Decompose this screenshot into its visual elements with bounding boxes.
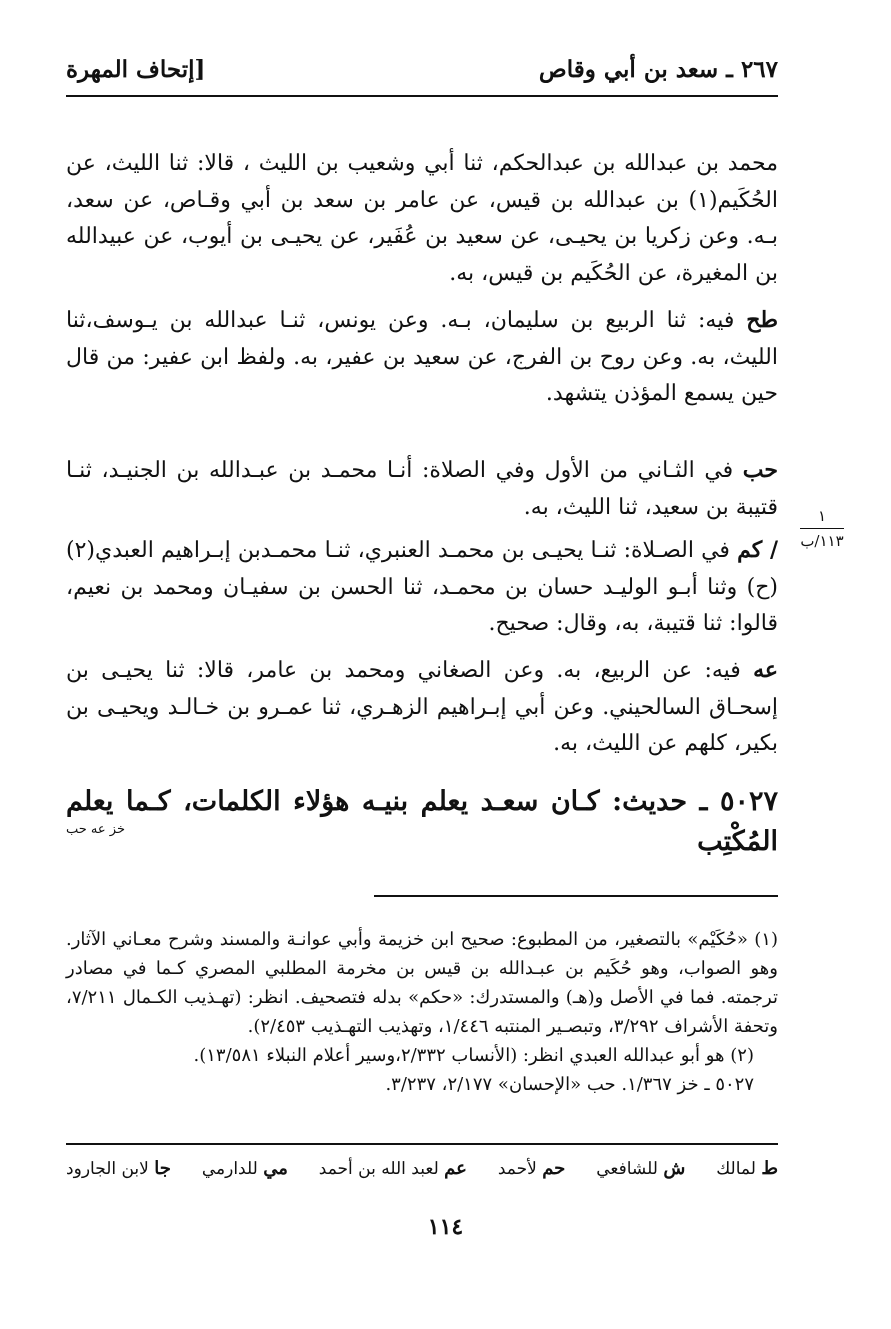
page-header [66,52,778,92]
footnote-2: (٢) هو أبو عبدالله العبدي انظر: (الأنساب ٢/٣٣٢،وسير أعلام النبلاء ١٣/٥٨١). [193,1045,754,1066]
paragraph-text: محمد بن عبدالله بن عبدالحكم، ثنا أبي وشعيب بن الليث ، قالا: ثنا الليث، عن الحُكَيم(١) بن عبدالله بن قيس، عن عامر بن سعد بن أبي وقـاص، عن سعد، بـه. وعن زكريا بن يحيـى، عن سعيد بن عُفَير، عن يحيـى بن أيوب، عن عبيدالله بن المغيرة، عن الحُكَيم بن قيس، به. [66,151,778,286]
running-title: ٢٦٧ ـ سعد بن أبي وقاص [538,56,778,83]
hadith-heading [66,782,778,862]
header-rule [66,95,778,97]
paragraph-1 [66,146,778,292]
paragraph-text: فيه: ثنا الربيع بن سليمان، بـه. وعن يونس، ثنـا عبدالله بن يـوسف،ثنا الليث، به. وعن روح بن الفرج، عن سعيد بن عفير، به. ولفظ ابن عفير: من قال حين يسمع المؤذن يتشهد. [66,308,778,406]
paragraph-siglum: حب [742,457,778,483]
abbrev-item: مي للدارمي [201,1158,288,1179]
paragraph-text: في الصـلاة: ثنـا يحيـى بن محمـد العنبري، ثنـا محمـدبن إبـراهيم العبدي(٢) (ح) وثنا أبـو الوليـد حسان بن محمـد، ثنا الحسن بن سفيـان ومحمد بن نعيم، قالوا: ثنا قتيبة، به، وقال: صحيح. [66,538,778,636]
page-number: ١١٤ [427,1214,464,1240]
abbrev-item: ش للشافعي [596,1158,686,1179]
footnote-1: (١) «حُكَيْم» بالتصغير، من المطبوع: صحيح ابن خزيمة وأبي عوانـة والمسند وشرح معـاني الآثار. وهو الصواب، وهو حُكَيم بن عبـدالله بن قيس بن مخرمة المطلبي المصري كـما في مصادر ترجمته. فما في الأصل و(هـ) والمستدرك: «حكم» بدله فتصحيف. انظر: (تهـذيب الكـمال ٧/٢١١، وتحفة الأشراف ٣/٢٩٢، وتبصـير المنتبه ١/٤٤٦، وتهذيب التهـذيب ٢/٤٥٣). [66,929,778,1037]
hadith-text: ـ حديث: كـان سعـد يعلم بنيـه هؤلاء الكلمات، كـما يعلم المُكْتِب [66,786,778,857]
paragraph-siglum: / كم [737,537,778,563]
abbreviation-key [66,1158,778,1188]
paragraph-2 [66,302,778,413]
abbreviation-rule [66,1143,778,1145]
abbrev-item: عم لعبد الله بن أحمد [318,1158,467,1179]
paragraph-siglum: طح [746,307,778,333]
hadith-sigla: خز عه حب [66,822,126,837]
abbrev-item: ط لمالك [716,1158,778,1179]
abbrev-item: جا لابن الجارود [66,1158,171,1179]
paragraph-5 [66,652,778,763]
margin-note-rule [800,528,844,529]
paragraph-3 [66,452,778,526]
margin-note-bottom: ١١٣/ب [800,532,844,550]
margin-note-top: ١ [817,507,827,525]
margin-folio-note [792,506,852,551]
paragraph-text: في الثـاني من الأول وفي الصلاة: أنـا محمـد بن عبـدالله بن الجنيـد، ثنـا قتيبة بن سعيد، ثنا الليث، به. [66,458,778,520]
abbrev-item: حم لأحمد [497,1158,566,1179]
paragraph-text: فيه: عن الربيع، به. وعن الصغاني ومحمد بن عامر، قالا: ثنا يحيـى بن إسحـاق السالحيني. وعن أبي إبـراهيم الزهـري، ثنا عمـرو بن خـالـد ويحيـى بن بكير، كلهم عن الليث، به. [66,658,778,756]
footnotes [66,925,778,1099]
paragraph-siglum: عه [753,657,778,683]
paragraph-4 [66,532,778,643]
footnote-rule [374,895,778,897]
footnote-3: ٥٠٢٧ ـ خز ١/٣٦٧. حب «الإحسان» ٢/١٧٧، ٣/٢٣٧. [385,1074,754,1095]
book-title: [إتحاف المهرة [66,56,206,83]
hadith-number: ٥٠٢٧ [719,786,778,817]
